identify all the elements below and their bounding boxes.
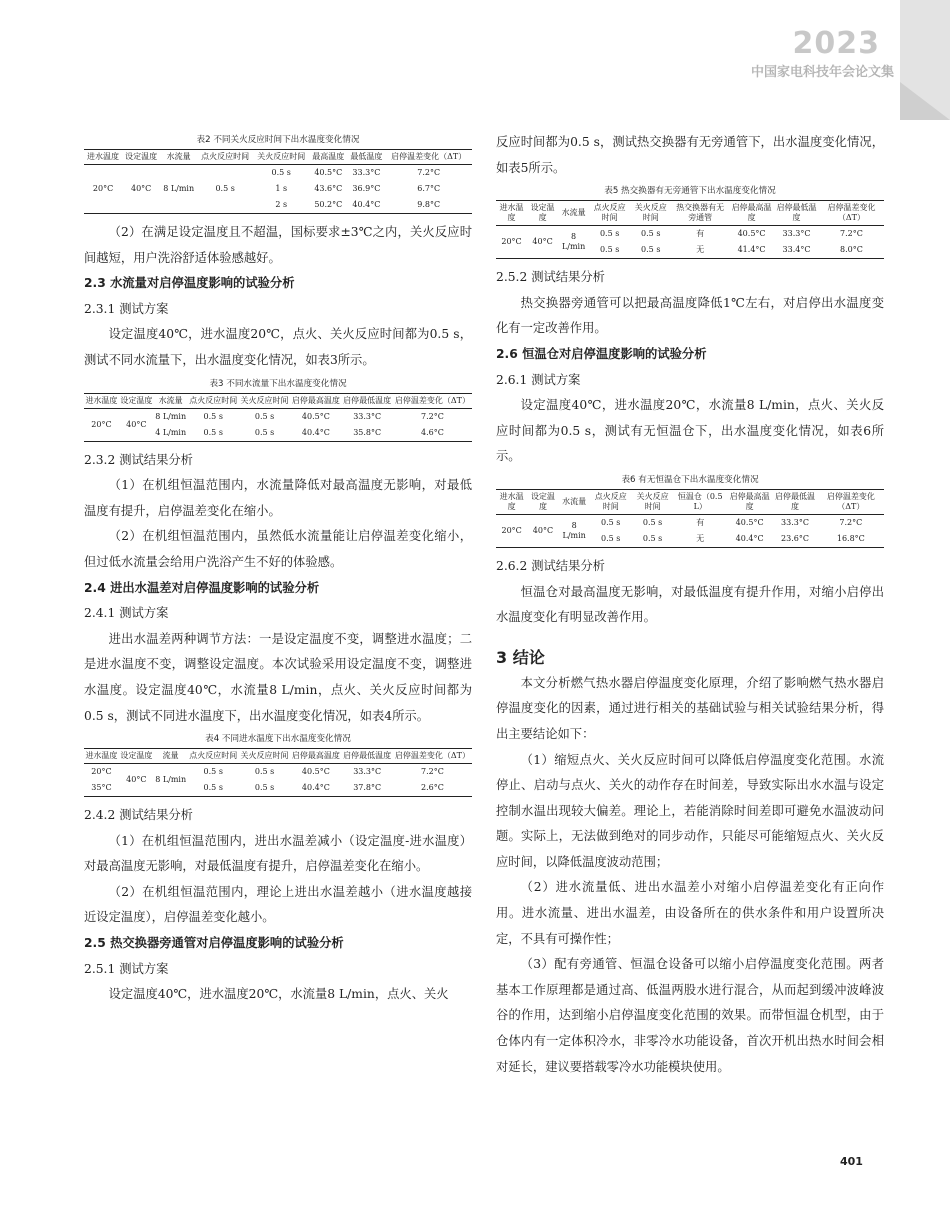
table-cell: 40.5°C <box>735 517 764 527</box>
table-cell: 0.5 s <box>254 783 275 793</box>
table-cell: 0.5 s <box>203 411 223 421</box>
table-2-caption: 表2 不同关火反应时间下出水温度变化情况 <box>196 135 360 145</box>
right-column <box>496 130 884 1080</box>
table-header-cell: 水流量 <box>558 201 589 226</box>
table-cell: 4.6°C <box>420 427 444 437</box>
table-header-cell: 启停最高温度 <box>290 393 341 408</box>
table-cell: 8 L/min <box>155 411 187 421</box>
paragraph: 设定温度40℃，进水温度20℃，水流量8 L/min，点火、关火 <box>108 987 449 1002</box>
table-header-cell: 启停最高温度 <box>727 489 772 514</box>
table-header-row <box>84 393 472 408</box>
table-cell: 40.4°C <box>301 783 330 793</box>
subsection-heading-2-6-1: 2.6.1 测试方案 <box>496 372 581 387</box>
paragraph: （1）缩短点火、关火反应时间可以降低启停温度变化范围。水流停止、启动与点火、关火的动作存在时间差，导致实际出水水温与设定控制水温出现较大偏差。理论上，若能消除时间差即可避免水温波动问题。实际上，无法做到绝对的同步动作，只能尽可能缩短点火、关火反应时间，以降低温度波动范围； <box>496 752 884 869</box>
table-header-cell: 最高温度 <box>309 150 347 165</box>
table-cell: 33.3°C <box>782 229 811 239</box>
paragraph: （2）在机组恒温范围内，理论上进出水温差越小（进水温度越接近设定温度），启停温差变化越小。 <box>84 884 472 925</box>
table-header-cell: 进水温度 <box>84 150 122 165</box>
table-cell: 40.5°C <box>301 411 330 421</box>
table-cell: 40°C <box>126 775 147 785</box>
table-header-cell: 关火反应时间 <box>630 201 671 226</box>
table-header-cell: 启停最低温度 <box>342 749 393 764</box>
table-header-row <box>496 201 884 226</box>
header-year: 2023 <box>792 26 880 61</box>
table-cell: 0.5 s <box>599 245 620 255</box>
section-heading-conclusion: 3 结论 <box>496 647 545 667</box>
table-cell: 40°C <box>131 184 152 193</box>
table-header-cell: 设定温度 <box>119 393 154 408</box>
table-cell: 43.6°C <box>314 184 343 193</box>
table-cell: 20°C <box>92 184 114 193</box>
table-3-caption: 表3 不同水流量下出水温度变化情况 <box>209 378 347 389</box>
table-cell: 36.9°C <box>352 184 381 193</box>
paragraph: 恒温仓对最高温度无影响，对最低温度有提升作用，对缩小启停出水温度变化有明显改善作用。 <box>496 584 884 625</box>
table-cell: 2 s <box>275 200 288 209</box>
table-cell: 35.8°C <box>353 427 382 437</box>
table-cell: 1 s <box>275 184 288 193</box>
page-number: 401 <box>840 1155 863 1168</box>
subsection-heading-2-6-2: 2.6.2 测试结果分析 <box>496 558 605 573</box>
table-cell: 4 L/min <box>155 427 187 437</box>
table-cell: 有 <box>696 229 705 239</box>
table-cell: 0.5 s <box>271 168 291 177</box>
table-cell: 8 L/min <box>561 232 586 252</box>
table-header-cell: 点火反应时间 <box>197 150 253 165</box>
table-cell: 0.5 s <box>254 427 275 437</box>
table-header-cell: 水流量 <box>160 150 197 165</box>
table-header-cell: 恒温仓（0.5 L） <box>674 489 727 514</box>
table-header-cell: 启停最低温度 <box>772 489 817 514</box>
table-cell: 0.5 s <box>642 517 663 527</box>
table-cell: 0.5 s <box>641 229 661 239</box>
table-row <box>496 226 884 243</box>
paragraph: 反应时间都为0.5 s，测试热交换器有无旁通管下，出水温度变化情况，如表5所示。 <box>496 135 884 175</box>
table-cell: 40.5°C <box>314 168 343 177</box>
subsection-heading-2-4-1: 2.4.1 测试方案 <box>84 606 169 621</box>
table-header-cell: 启停最高温度 <box>290 749 341 764</box>
subsection-heading-2-3-1: 2.3.1 测试方案 <box>84 301 169 316</box>
paragraph: 热交换器旁通管可以把最高温度降低1℃左右，对启停出水温度变化有一定改善作用。 <box>496 295 884 336</box>
table-cell: 40.4°C <box>352 200 381 209</box>
table-header-cell: 启停最高温度 <box>729 201 774 226</box>
table-cell: 0.5 s <box>203 427 223 437</box>
table-cell: 无 <box>696 533 705 543</box>
table-cell: 0.5 s <box>203 783 223 793</box>
table-5 <box>496 200 884 259</box>
table-header-cell: 点火反应时间 <box>589 201 630 226</box>
paragraph: （1）在机组恒温范围内，进出水温差减小（设定温度-进水温度）对最高温度无影响，对最低温度有提升，启停温差变化在缩小。 <box>84 833 472 874</box>
table-cell: 0.5 s <box>601 517 621 527</box>
table-cell: 40.5°C <box>301 767 330 777</box>
header-collection-title: 中国家电科技年会论文集 <box>750 65 894 80</box>
table-cell: 无 <box>696 245 705 255</box>
table-header-cell: 点火反应时间 <box>188 393 239 408</box>
table-cell: 40.4°C <box>735 533 764 543</box>
table-2 <box>84 149 472 214</box>
table-header-cell: 设定温度 <box>119 749 154 764</box>
table-header-cell: 设定温度 <box>527 201 558 226</box>
table-header-cell: 水流量 <box>154 393 188 408</box>
table-header-cell: 启停最低温度 <box>342 393 393 408</box>
table-header-cell: 关火反应时间 <box>632 489 674 514</box>
table-cell: 33.3°C <box>353 767 382 777</box>
table-cell: 20°C <box>501 237 522 247</box>
table-cell: 9.8°C <box>417 200 441 209</box>
table-header-cell: 关火反应时间 <box>239 749 290 764</box>
subsection-heading-2-5-2: 2.5.2 测试结果分析 <box>496 270 605 285</box>
table-header-cell: 启停温差变化（ΔT） <box>393 393 472 408</box>
table-cell: 8 L/min <box>163 184 195 193</box>
table-cell: 0.5 s <box>254 411 275 421</box>
table-cell: 8 L/min <box>155 775 187 785</box>
corner-fold <box>900 82 950 120</box>
table-cell: 33.3°C <box>781 517 809 527</box>
table-header-cell: 点火反应时间 <box>188 749 239 764</box>
table-cell: 16.8°C <box>836 533 865 543</box>
table-row <box>84 408 472 425</box>
table-cell: 20°C <box>91 419 112 429</box>
table-cell: 7.2°C <box>420 411 444 421</box>
paragraph: （2）在满足设定温度且不超温，国标要求±3℃之内，关火反应时间越短，用户洗浴舒适体验感越好。 <box>84 225 472 265</box>
table-cell: 7.2°C <box>839 517 863 527</box>
table-cell: 2.6°C <box>420 783 444 793</box>
table-header-row <box>84 150 472 165</box>
table-cell: 7.2°C <box>417 168 441 177</box>
subsection-heading-2-3-2: 2.3.2 测试结果分析 <box>84 452 193 467</box>
table-cell: 40.4°C <box>301 427 330 437</box>
table-5-caption: 表5 热交换器有无旁通管下出水温度变化情况 <box>604 186 776 197</box>
table-header-cell: 进水温度 <box>84 393 119 408</box>
section-spacer <box>496 631 884 645</box>
table-header-row <box>496 489 884 514</box>
left-column <box>84 130 472 1008</box>
table-header-row <box>84 749 472 764</box>
table-header-cell: 关火反应时间 <box>253 150 309 165</box>
table-cell: 0.5 s <box>215 184 235 193</box>
table-cell: 0.5 s <box>642 533 663 543</box>
table-cell: 37.8°C <box>353 783 382 793</box>
table-row <box>84 764 472 781</box>
table-header-cell: 启停最低温度 <box>774 201 819 226</box>
table-cell: 8.0°C <box>840 245 863 255</box>
subsection-heading-2-4-2: 2.4.2 测试结果分析 <box>84 808 193 823</box>
table-header-cell: 进水温度 <box>84 749 119 764</box>
section-heading-2-6: 2.6 恒温仓对启停温度影响的试验分析 <box>496 346 707 361</box>
section-heading-2-4: 2.4 进出水温差对启停温度影响的试验分析 <box>84 580 320 595</box>
table-cell: 20°C <box>91 767 112 777</box>
table-cell: 0.5 s <box>601 533 621 543</box>
table-cell: 33.3°C <box>353 411 382 421</box>
table-header-cell: 启停温差变化（ΔT） <box>818 489 884 514</box>
table-cell: 7.2°C <box>840 229 863 239</box>
table-3 <box>84 393 472 442</box>
table-6-caption: 表6 有无恒温仓下出水温度变化情况 <box>621 474 759 485</box>
subsection-heading-2-5-1: 2.5.1 测试方案 <box>84 961 169 976</box>
table-header-cell: 启停温差变化（ΔT） <box>819 201 884 226</box>
table-cell: 23.6°C <box>781 533 809 543</box>
table-header-cell: 流量 <box>154 749 188 764</box>
table-header-cell: 水流量 <box>559 489 590 514</box>
paragraph: 设定温度40℃，进水温度20℃，点火、关火反应时间都为0.5 s，测试不同水流量下，出水温度变化情况，如表3所示。 <box>84 327 472 367</box>
table-cell: 0.5 s <box>599 229 620 239</box>
table-cell: 40°C <box>532 525 554 535</box>
table-header-cell: 进水温度 <box>496 201 527 226</box>
paragraph: （2）在机组恒温范围内，虽然低水流量能让启停温差变化缩小，但过低水流量会给用户洗浴产生不好的体验感。 <box>84 529 472 569</box>
section-heading-2-3: 2.3 水流量对启停温度影响的试验分析 <box>84 276 295 291</box>
table-cell: 40°C <box>126 419 147 429</box>
paragraph: （2）进水流量低、进出水温差小对缩小启停温差变化有正向作用。进水流量、进出水温差，由设备所在的供水条件和用户设置所决定，不具有可操作性； <box>496 880 884 946</box>
table-cell: 40°C <box>532 237 553 247</box>
table-4-caption: 表4 不同进水温度下出水温度变化情况 <box>205 734 351 745</box>
paragraph: 本文分析燃气热水器启停温度变化原理，介绍了影响燃气热水器启停温度变化的因素，通过进行相关的基础试验与相关试验结果分析，得出主要结论如下： <box>496 675 884 741</box>
table-cell: 35°C <box>91 783 112 793</box>
paragraph: 设定温度40℃，进水温度20℃，水流量8 L/min，点火、关火反应时间都为0.5 s，测试有无恒温仓下，出水温度变化情况，如表6所示。 <box>496 398 884 464</box>
paragraph: 进出水温差两种调节方法：一是设定温度不变，调整进水温度；二是进水温度不变，调整设定温度。本次试验采用设定温度不变，调整进水温度。设定温度40℃，水流量8 L/min，点火、关火反应时间都为0.5 s，测试不同进水温度下，出水温度变化情况，如表4所示。 <box>84 631 472 723</box>
table-header-cell: 设定温度 <box>122 150 160 165</box>
table-cell: 20°C <box>501 525 522 535</box>
table-cell: 7.2°C <box>420 767 444 777</box>
table-4 <box>84 748 472 797</box>
table-cell: 33.3°C <box>352 168 381 177</box>
table-cell: 8 L/min <box>562 520 586 540</box>
table-header-cell: 最低温度 <box>347 150 385 165</box>
table-cell: 41.4°C <box>737 245 766 255</box>
table-header-cell: 热交换器有无旁通管 <box>671 201 729 226</box>
table-cell: 6.7°C <box>417 184 441 193</box>
table-cell: 40.5°C <box>737 229 766 239</box>
paragraph: （1）在机组恒温范围内，水流量降低对最高温度无影响，对最低温度有提升，启停温差变化在缩小。 <box>84 478 472 518</box>
section-heading-2-5: 2.5 热交换器旁通管对启停温度影响的试验分析 <box>84 936 344 951</box>
paragraph: （3）配有旁通管、恒温仓设备可以缩小启停温度变化范围。两者基本工作原理都是通过高、低温两股水进行混合，从而起到缓冲波峰波谷的作用，达到缩小启停温度变化范围的效果。而带恒温仓机型，由于仓体内有一定体积冷水，非零冷水功能设备，首次开机出热水时间会相对延长，建议要搭载零冷水功能模块使用。 <box>496 957 884 1074</box>
table-cell: 0.5 s <box>641 245 661 255</box>
table-header-cell: 进水温度 <box>496 489 527 514</box>
table-cell: 0.5 s <box>203 767 223 777</box>
table-header-cell: 关火反应时间 <box>239 393 290 408</box>
table-header-cell: 设定温度 <box>527 489 558 514</box>
table-row <box>84 165 472 182</box>
table-row <box>496 514 884 531</box>
table-cell: 33.4°C <box>782 245 811 255</box>
table-cell: 50.2°C <box>314 200 343 209</box>
table-header-cell: 启停温差变化（ΔT） <box>393 749 472 764</box>
table-header-cell: 点火反应时间 <box>590 489 632 514</box>
table-cell: 有 <box>696 517 705 527</box>
table-6 <box>496 489 884 548</box>
table-header-cell: 启停温差变化（ΔT） <box>385 150 472 165</box>
table-cell: 0.5 s <box>254 767 275 777</box>
